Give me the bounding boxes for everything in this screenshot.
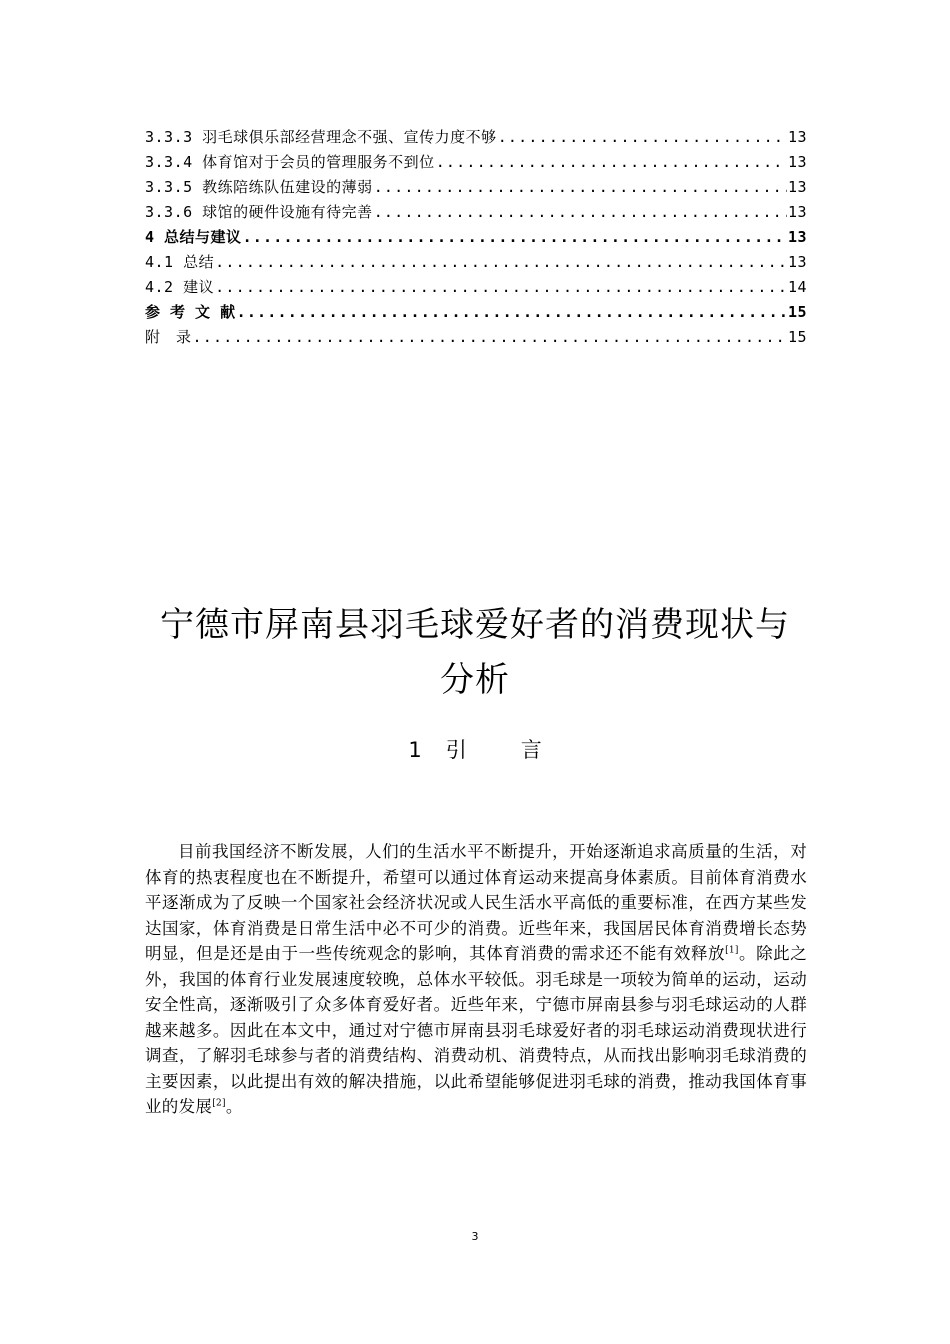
toc-entry-page: 13	[787, 228, 807, 246]
toc-leader-dots	[215, 250, 787, 275]
toc-entry[interactable]	[145, 225, 807, 250]
toc-entry-page: 13	[787, 178, 807, 196]
section-number: 1	[408, 738, 422, 762]
toc-entry[interactable]	[145, 150, 807, 175]
toc-entry-label: 3.3.4 体育馆对于会员的管理服务不到位	[145, 153, 435, 171]
toc-entry[interactable]	[145, 325, 807, 350]
section-heading	[0, 733, 950, 767]
toc-entry[interactable]	[145, 300, 807, 325]
toc-entry-page: 15	[787, 328, 807, 346]
paragraph-text: 目前我国经济不断发展，人们的生活水平不断提升，开始逐渐追求高质量的生活，对体育的热衷程度也在不断提升，希望可以通过体育运动来提高身体素质。目前体育消费水平逐渐成为了反映一个国家社会经济状况或人民生活水平高低的重要标准，在西方某些发达国家，体育消费是日常生活中必不可少的消费。近些年来，我国居民体育消费增长态势明显，但是还是由于一些传统观念的影响，其体育消费的需求还不能有效释放	[145, 842, 807, 963]
document-title	[100, 598, 850, 708]
paragraph-text: 。	[225, 1097, 243, 1116]
toc-entry[interactable]	[145, 125, 807, 150]
citation-ref[interactable]: [1]	[725, 945, 739, 956]
toc-entry-label: 附 录	[145, 328, 192, 346]
toc-leader-dots	[436, 150, 787, 175]
section-title-char1: 引	[445, 738, 467, 762]
toc-entry-page: 15	[787, 303, 807, 321]
toc-entry-label: 3.3.5 教练陪练队伍建设的薄弱	[145, 178, 373, 196]
document-title-line2: 分析	[440, 660, 510, 700]
toc-entry[interactable]	[145, 200, 807, 225]
paragraph-text: 。除此之外，我国的体育行业发展速度较晚，总体水平较低。羽毛球是一项较为简单的运动，运动安全性高，逐渐吸引了众多体育爱好者。近些年来，宁德市屏南县参与羽毛球运动的人群越来越多。因此在本文中，通过对宁德市屏南县羽毛球爱好者的羽毛球运动消费现状进行调查，了解羽毛球参与者的消费结构、消费动机、消费特点，从而找出影响羽毛球消费的主要因素，以此提出有效的解决措施，以此希望能够促进羽毛球的消费，推动我国体育事业的发展	[145, 944, 807, 1116]
toc-entry-page: 13	[787, 153, 807, 171]
toc-leader-dots	[374, 175, 787, 200]
table-of-contents	[145, 125, 807, 350]
toc-entry-page: 13	[787, 203, 807, 221]
toc-leader-dots	[237, 300, 787, 325]
toc-entry-label: 4.2 建议	[145, 278, 215, 296]
page-number: 3	[471, 1230, 479, 1243]
toc-leader-dots	[215, 275, 787, 300]
citation-ref[interactable]: [2]	[212, 1098, 226, 1109]
toc-entry-label: 3.3.3 羽毛球俱乐部经营理念不强、宣传力度不够	[145, 128, 497, 146]
toc-leader-dots	[193, 325, 787, 350]
introduction-paragraph	[145, 839, 807, 1120]
toc-entry[interactable]	[145, 175, 807, 200]
toc-entry-label: 4 总结与建议	[145, 228, 242, 246]
document-title-line1: 宁德市屏南县羽毛球爱好者的消费现状与	[160, 605, 790, 645]
toc-entry-label: 4.1 总结	[145, 253, 215, 271]
toc-entry-page: 13	[787, 253, 807, 271]
toc-leader-dots	[374, 200, 787, 225]
toc-entry-label: 参 考 文 献	[145, 303, 236, 321]
toc-entry-page: 14	[787, 278, 807, 296]
section-title-char2: 言	[520, 738, 542, 762]
toc-leader-dots	[498, 125, 787, 150]
toc-entry-label: 3.3.6 球馆的硬件设施有待完善	[145, 203, 373, 221]
toc-leader-dots	[243, 225, 787, 250]
toc-entry[interactable]	[145, 275, 807, 300]
toc-entry-page: 13	[787, 128, 807, 146]
toc-entry[interactable]	[145, 250, 807, 275]
